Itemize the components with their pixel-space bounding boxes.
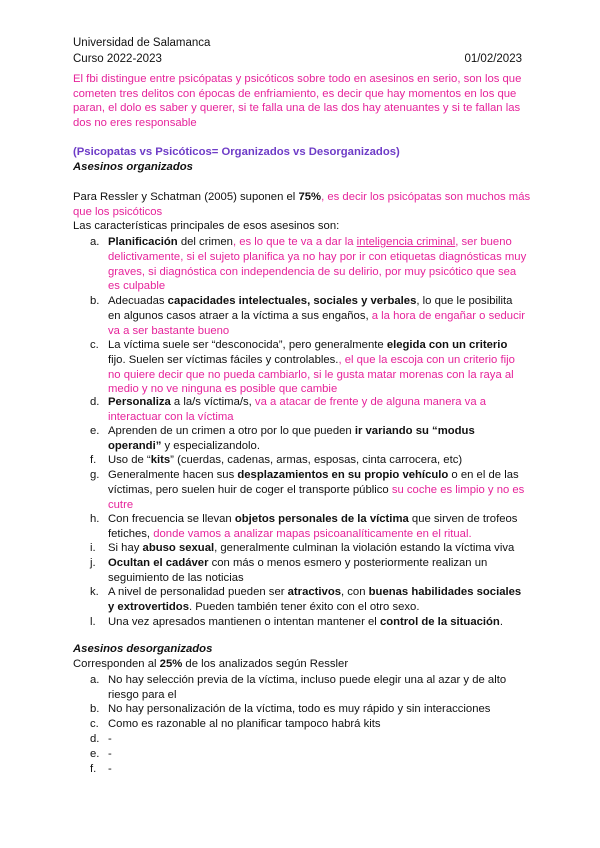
organized-title: Asesinos organizados [73, 161, 193, 173]
list-item: g. Generalmente hacen sus desplazamientos en su propio vehículo o en el de las víctimas, pero suelen huir de coger el transporte público su coche es limpio y no es cutre [90, 469, 525, 511]
disorganized-percentage: 25% [159, 658, 183, 670]
list-item: i. Si hay abuso sexual, generalmente culminan la violación estando la víctima viva [90, 542, 515, 554]
lead-note: , es decir los psicópatas son muchos más que los psicóticos [73, 191, 531, 218]
university-name: Universidad de Salamanca [73, 37, 211, 49]
list-item: f. - [90, 763, 112, 775]
list-item: d. - [90, 733, 112, 745]
list-item: j. Ocultan el cadáver con más o menos esmero y posteriormente realizan un seguimiento de las noticias [90, 557, 488, 584]
list-item: a. No hay selección previa de la víctima, incluso puede elegir una al azar y de alto riesgo para el [90, 674, 507, 701]
list-item: c. La víctima suele ser “desconocida”, pero generalmente elegida con un criterio fijo. Suelen ser víctimas fáciles y controlables., el que la escoja con un criterio fijo no quiere decir que no pueda cambiarlo, si le gusta matar morenas con la raya al medio y no ve ninguna es posible que cambie [90, 339, 515, 396]
lead-percentage: 75% [298, 191, 322, 203]
list-item: e. Aprenden de un crimen a otro por lo que pueden ir variando su “modus operandi” y especializandolo. [90, 425, 475, 452]
disorganized-title: Asesinos desorganizados [73, 643, 213, 655]
list-item: k. A nivel de personalidad pueden ser atractivos, con buenas habilidades sociales y extrovertidos. Pueden también tener éxito con el otro sexo. [90, 586, 522, 613]
list-item: b. Adecuadas capacidades intelectuales, sociales y verbales, lo que le posibilita en algunos casos atraer a la víctima a sus engaños, a la hora de engañar o seducir va a ser bastante bueno [90, 295, 525, 337]
list-item: h. Con frecuencia se llevan objetos personales de la víctima que sirven de trofeos fetiches, donde vamos a analizar mapas psicoanalíticamente en el ritual. [90, 513, 518, 540]
list-item: e. - [90, 748, 112, 760]
characteristics-intro: Las características principales de esos asesinos son: [73, 220, 340, 232]
section-heading: (Psicopatas vs Psicóticos= Organizados vs Desorganizados) [73, 146, 400, 158]
document-date: 01/02/2023 [464, 53, 522, 65]
list-item: d. Personaliza a la/s víctima/s, va a atacar de frente y de alguna manera va a interactuar con la víctima [90, 396, 487, 423]
intro-paragraph: El fbi distingue entre psicópatas y psicóticos sobre todo en asesinos en serio, son los que cometen tres delitos con épocas de enfriamiento, es decir que hay momentos en los que paran, el dolo es saber y querer, si te falla una de las dos hay atenuantes y si te fallan las dos no eres responsable [73, 73, 522, 129]
organized-lead [73, 190, 535, 219]
list-item: f. Uso de “kits” (cuerdas, cadenas, armas, esposas, cinta carrocera, etc) [90, 454, 463, 466]
lead-text: Para Ressler y Schatman (2005) suponen el [73, 191, 299, 203]
disorganized-lead: Corresponden al 25% de los analizados según Ressler [73, 658, 349, 670]
inteligencia-criminal-link[interactable]: inteligencia criminal [356, 236, 456, 248]
list-item: a. Planificación del crimen, es lo que te va a dar la inteligencia criminal, ser bueno delictivamente, si el sujeto planifica ya no hay por ir con etiquetas diagnósticas muy graves, si diagnóstica con independencia de su delirio, por muy psicótico que sea es culpable [90, 236, 527, 293]
course-label: Curso 2022-2023 [73, 53, 162, 65]
list-item: b. No hay personalización de la víctima, todo es muy rápido y sin interacciones [90, 703, 491, 715]
list-item: c. Como es razonable al no planificar tampoco habrá kits [90, 718, 381, 730]
list-item: l. Una vez apresados mantienen o intentan mantener el control de la situación. [90, 616, 503, 628]
